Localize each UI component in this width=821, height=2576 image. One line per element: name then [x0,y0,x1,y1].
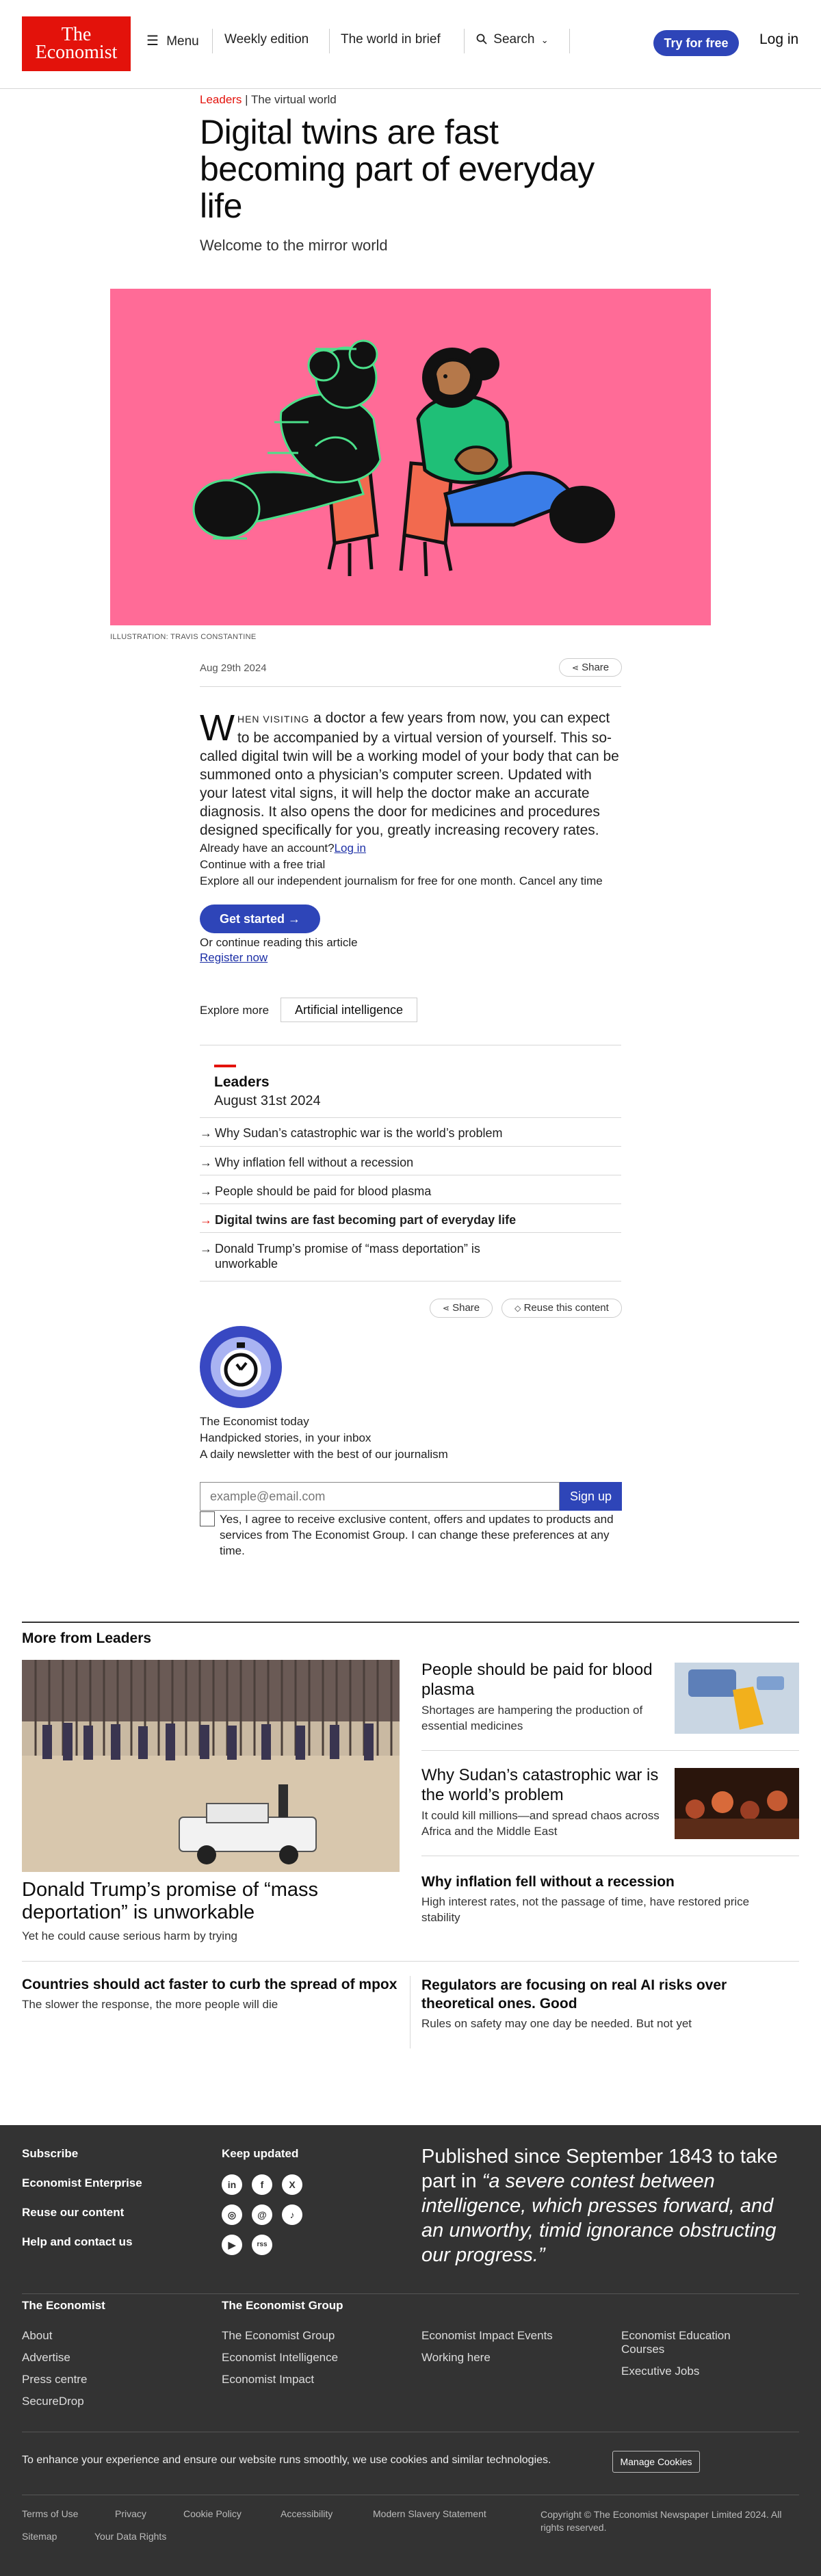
article-kicker [200,93,621,107]
leaders-item-text: Why Sudan’s catastrophic war is the world’s problem [215,1126,503,1140]
leaders-item-text: People should be paid for blood plasma [215,1184,432,1198]
share-label: Share [582,662,610,673]
image-credit: ILLUSTRATION: TRAVIS CONSTANTINE [110,633,257,641]
reuse-label: Reuse this content [523,1302,609,1314]
bottom-stories-rule [22,1961,799,1962]
continue-reading-text: Or continue reading this article [200,936,358,949]
legal-accessibility[interactable]: Accessibility [281,2508,333,2519]
article-subheadline: Welcome to the mirror world [200,237,388,254]
article-paragraph: a doctor a few years from now, you can expect to be accompanied by a virtual version of yourself. This so-called digital twin will be a working model of your body that can be summoned onto a physician’s computer screen. Updated with your latest vital signs, it will help the doctor make an accurate diagnosis. It also opens the door for medicines and procedures designed specifically for you, greatly increasing recovery rates. [200,710,619,838]
consent-text: Yes, I agree to receive exclusive content, offers and updates to products and services from The Economist Group. I can change these preferences at any time. [220,1513,614,1557]
nav-weekly-edition[interactable]: Weekly edition [224,32,309,47]
economist-logo[interactable] [22,16,131,71]
footer-link-help[interactable]: Help and contact us [22,2235,133,2248]
footer-link-securedrop[interactable]: SecureDrop [22,2395,84,2408]
manage-cookies-button[interactable]: Manage Cookies [612,2451,700,2473]
date-rule [200,686,621,687]
footer-link-executive-jobs[interactable]: Executive Jobs [621,2365,700,2378]
border-photo [22,1660,400,1872]
explore-more-label: Explore more [200,1004,270,1017]
legal-modern-slavery[interactable]: Modern Slavery Statement [373,2508,486,2519]
logo-line2: Economist [35,42,118,63]
nav-divider [212,29,213,53]
x-icon[interactable]: X [282,2174,302,2195]
sudan-thumbnail[interactable] [675,1768,799,1839]
footer-link-education[interactable]: Economist Education Courses [621,2329,731,2356]
log-in-link[interactable]: Log in [759,31,799,47]
nav-world-in-brief[interactable]: The world in brief [341,32,441,47]
already-account [200,840,621,856]
leaders-list-item[interactable] [200,1241,501,1271]
stopwatch-icon [200,1326,282,1408]
leaders-rule [200,1117,621,1118]
search-label: Search [493,32,535,47]
side-story-dek: It could kill millions—and spread chaos across Africa and the Middle East [421,1809,660,1838]
main-story-image[interactable] [22,1660,400,1872]
newsletter-icon [200,1326,282,1408]
footer-link-about[interactable]: About [22,2329,53,2342]
topic-tag-ai[interactable]: Artificial intelligence [281,998,417,1022]
main-story-headline[interactable]: Donald Trump’s promise of “mass deportation” is unworkable [22,1879,319,1923]
bottom-story-dek: The slower the response, the more people will die [22,1998,278,2011]
hamburger-icon: ☰ [146,34,159,49]
search-button[interactable] [476,32,549,47]
nav-divider [464,29,465,53]
motto-intro: Published since September 1843 to take part in [421,2146,778,2192]
facebook-icon[interactable]: f [252,2174,272,2195]
chevron-down-icon: ⌄ [540,35,549,45]
side-story-rule [421,1750,799,1751]
footer-link-impact-events[interactable]: Economist Impact Events [421,2329,553,2342]
kicker-separator: | [242,93,251,106]
get-started-button[interactable] [200,905,320,933]
topic-label: The virtual world [251,93,337,106]
site-footer [0,2125,821,2576]
arrow-right-icon: → [288,912,301,926]
arrow-right-icon: → [200,1213,212,1227]
register-now-link[interactable]: Register now [200,951,268,964]
share-icon: ⋖ [442,1303,449,1313]
leaders-box-date: August 31st 2024 [214,1093,321,1108]
footer-link-reuse[interactable]: Reuse our content [22,2206,125,2219]
bottom-story-dek: Rules on safety may one day be needed. But not yet [421,2017,692,2030]
footer-link-group[interactable]: The Economist Group [222,2329,335,2342]
footer-link-impact[interactable]: Economist Impact [222,2373,315,2386]
logo-line1: The [61,24,92,45]
footer-link-intelligence[interactable]: Economist Intelligence [222,2351,339,2364]
motto-quote: “a severe contest between intelligence, which presses forward, and an unworthy, timid ignorance obstructing our progress.” [421,2170,777,2266]
leaders-item-text: Digital twins are fast becoming part of everyday life [215,1213,517,1227]
plasma-thumbnail[interactable] [675,1663,799,1734]
side-story-dek: Shortages are hampering the production of essential medicines [421,1704,643,1732]
article-body [200,709,621,840]
share-button[interactable] [559,658,622,677]
side-story-headline[interactable]: People should be paid for blood plasma [421,1661,653,1699]
newsletter-name: The Economist today [200,1415,309,1428]
share-label: Share [452,1302,480,1314]
arrow-right-icon: → [200,1242,212,1256]
free-trial-heading: Continue with a free trial [200,858,326,871]
leaders-accent-bar [214,1065,236,1067]
sudan-photo [675,1768,799,1839]
legal-sitemap[interactable]: Sitemap [22,2531,57,2542]
main-story-dek: Yet he could cause serious harm by trying [22,1929,237,1942]
side-story-dek: High interest rates, not the passage of time, have restored price stability [421,1895,750,1924]
consent-checkbox[interactable] [200,1511,215,1526]
bottom-story-headline[interactable]: Countries should act faster to curb the spread of mpox [22,1977,398,1992]
footer-heading-group: The Economist Group [222,2299,343,2312]
motto [421,2144,791,2267]
plasma-photo [675,1663,799,1734]
leaders-rule [200,1281,621,1282]
arrow-right-icon: → [200,1126,212,1140]
leaders-rule [200,1146,621,1147]
legal-terms[interactable]: Terms of Use [22,2508,79,2519]
legal-privacy[interactable]: Privacy [115,2508,146,2519]
footer-link-enterprise[interactable]: Economist Enterprise [22,2176,142,2189]
footer-link-subscribe[interactable]: Subscribe [22,2147,79,2160]
have-account-text: Already have an account? [200,842,335,855]
youtube-icon[interactable]: ▶ [222,2235,242,2255]
arrow-right-icon: → [200,1184,212,1198]
instagram-icon[interactable]: ◎ [222,2204,242,2225]
legal-cookie-policy[interactable]: Cookie Policy [183,2508,242,2519]
side-story-headline[interactable]: Why inflation fell without a recession [421,1874,675,1890]
threads-icon[interactable]: @ [252,2204,272,2225]
cookie-notice: To enhance your experience and ensure our website runs smoothly, we use cookies and similar technologies. [22,2454,551,2466]
reuse-content-button[interactable] [501,1299,622,1318]
menu-button[interactable] [146,32,199,49]
leaders-rule [200,1232,621,1233]
hero-illustration [110,289,711,625]
paywall-log-in-link[interactable]: Log in [334,842,366,855]
tiktok-icon[interactable]: ♪ [282,2204,302,2225]
section-link[interactable]: Leaders [200,93,242,106]
get-started-label: Get started [219,912,285,926]
menu-label: Menu [166,34,199,49]
search-icon [476,34,487,44]
footer-rule [22,2293,799,2294]
footer-heading-economist: The Economist [22,2299,105,2312]
site-header [0,0,821,89]
copyright: Copyright © The Economist Newspaper Limited 2024. All rights reserved. [540,2509,782,2533]
trial-description: Explore all our independent journalism for free for one month. Cancel any time [200,874,603,887]
arrow-right-icon: → [200,1156,212,1169]
share-icon: ⋖ [571,663,579,673]
sign-up-button[interactable]: Sign up [560,1482,622,1511]
rss-icon[interactable]: rss [252,2235,272,2255]
footer-link-working-here[interactable]: Working here [421,2351,491,2364]
leaders-item-text: Donald Trump’s promise of “mass deportation” is unworkable [215,1242,480,1271]
side-story-headline[interactable]: Why Sudan’s catastrophic war is the world’s problem [421,1766,659,1804]
share-button-bottom[interactable] [430,1299,493,1318]
email-input[interactable]: example@email.com [200,1482,560,1511]
nav-divider [329,29,330,53]
newsletter-tagline: Handpicked stories, in your inbox [200,1431,372,1444]
footer-link-advertise[interactable]: Advertise [22,2351,70,2364]
leaders-item-text: Why inflation fell without a recession [215,1156,414,1169]
lead-smallcaps: HEN VISITING [237,714,310,725]
bottom-story-headline[interactable]: Regulators are focusing on real AI risks over theoretical ones. Good [421,1977,727,2012]
nav-divider [569,29,570,53]
leaders-box-title: Leaders [214,1074,270,1090]
legal-data-rights[interactable]: Your Data Rights [94,2531,167,2542]
reuse-icon: ◇ [514,1303,521,1313]
drop-cap: W [200,707,235,749]
article-headline: Digital twins are fast becoming part of everyday life [200,113,595,225]
article-date: Aug 29th 2024 [200,662,267,674]
leaders-list-item-current[interactable] [200,1212,621,1227]
linkedin-icon[interactable]: in [222,2174,242,2195]
leaders-list-item[interactable] [200,1184,621,1199]
footer-link-press[interactable]: Press centre [22,2373,88,2386]
keep-updated-heading: Keep updated [222,2147,299,2160]
leaders-list-item[interactable] [200,1126,621,1141]
newsletter-description: A daily newsletter with the best of our journalism [200,1448,448,1461]
leaders-list-item[interactable] [200,1155,621,1170]
digital-twin-illustration [110,289,711,625]
more-from-rule [22,1622,799,1623]
try-for-free-button[interactable]: Try for free [653,30,739,56]
more-from-title: More from Leaders [22,1630,152,1646]
